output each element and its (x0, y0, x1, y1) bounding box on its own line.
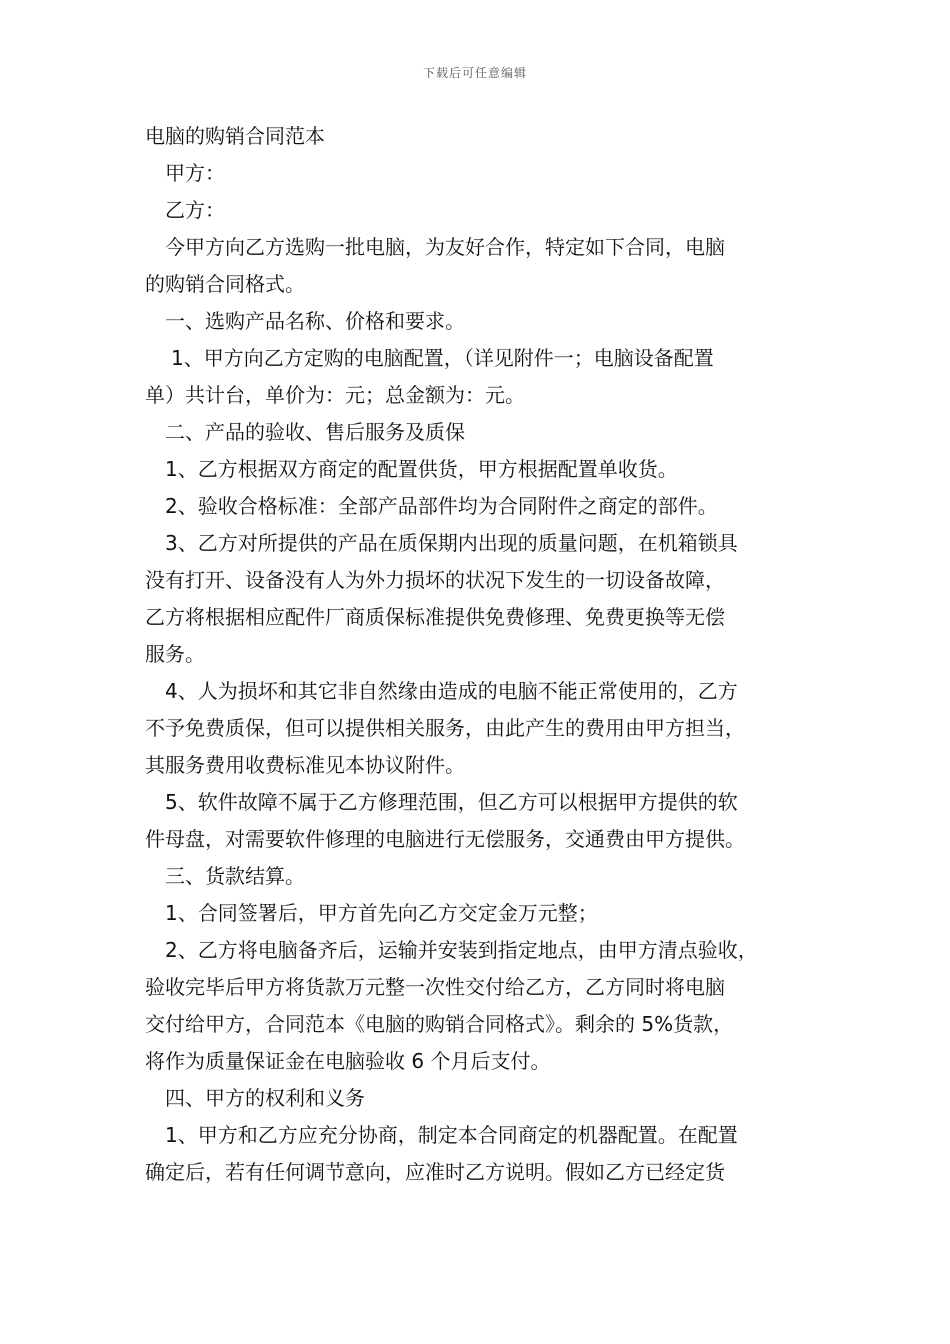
section-heading: 一、选购产品名称、价格和要求。 (165, 309, 465, 333)
party-a-line: 甲方： (165, 161, 225, 185)
text-line: 将作为质量保证金在电脑验收 6 个月后支付。 (145, 1049, 551, 1073)
text-line: 2、验收合格标准：全部产品部件均为合同附件之商定的部件。 (165, 494, 718, 518)
text-line: 3、乙方对所提供的产品在质保期内出现的质量问题，在机箱锁具 (165, 531, 738, 555)
section-heading: 二、产品的验收、售后服务及质保 (165, 420, 465, 444)
text-line: 1、乙方根据双方商定的配置供货，甲方根据配置单收货。 (165, 457, 678, 481)
text-line: 交付给甲方，合同范本《电脑的购销合同格式》。剩余的 5%货款， (145, 1012, 734, 1036)
text-line: 今甲方向乙方选购一批电脑，为友好合作，特定如下合同，电脑 (165, 235, 725, 259)
doc-title: 电脑的购销合同范本 (145, 124, 325, 148)
text-line: 4、人为损坏和其它非自然缘由造成的电脑不能正常使用的，乙方 (165, 679, 738, 703)
header-note: 下载后可任意编辑 (422, 66, 527, 80)
text-line: 确定后，若有任何调节意向，应准时乙方说明。假如乙方已经定货 (145, 1160, 725, 1184)
text-line: 单）共计台，单价为：元；总金额为：元。 (145, 383, 525, 407)
section-heading: 三、货款结算。 (165, 864, 305, 888)
text-line: 验收完毕后甲方将货款万元整一次性交付给乙方，乙方同时将电脑 (145, 975, 725, 999)
text-line: 1、甲方向乙方定购的电脑配置，（详见附件一；电脑设备配置 (171, 346, 714, 370)
text-line: 2、乙方将电脑备齐后，运输并安装到指定地点，由甲方清点验收， (165, 938, 758, 962)
section-heading: 四、甲方的权利和义务 (165, 1086, 365, 1110)
text-line: 1、甲方和乙方应充分协商，制定本合同商定的机器配置。在配置 (165, 1123, 738, 1147)
party-b-line: 乙方： (165, 198, 225, 222)
text-line: 不予免费质保，但可以提供相关服务，由此产生的费用由甲方担当， (145, 716, 745, 740)
text-line: 没有打开、设备没有人为外力损坏的状况下发生的一切设备故障， (145, 568, 725, 592)
contract-body (145, 118, 810, 1191)
text-line: 乙方将根据相应配件厂商质保标准提供免费修理、免费更换等无偿 (145, 605, 725, 629)
text-line: 服务。 (145, 642, 205, 666)
text-line: 的购销合同格式。 (145, 272, 305, 296)
text-line: 1、合同签署后，甲方首先向乙方交定金万元整； (165, 901, 598, 925)
text-line: 其服务费用收费标准见本协议附件。 (145, 753, 465, 777)
text-line: 件母盘，对需要软件修理的电脑进行无偿服务，交通费由甲方提供。 (145, 827, 745, 851)
text-line: 5、软件故障不属于乙方修理范围，但乙方可以根据甲方提供的软 (165, 790, 738, 814)
